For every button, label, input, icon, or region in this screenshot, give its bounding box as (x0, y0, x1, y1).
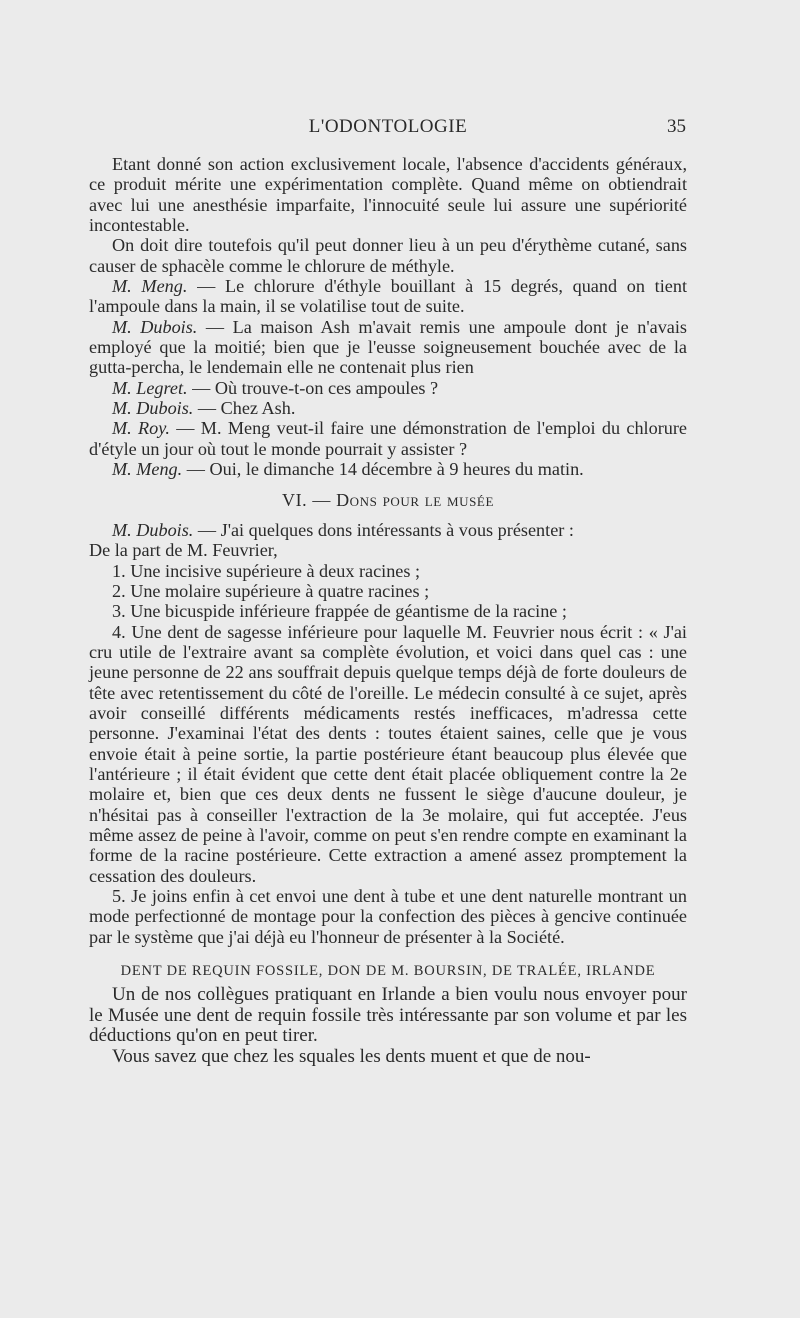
list-item: 2. Une molaire supérieure à quatre racines ; (112, 580, 430, 601)
dialogue-legret (89, 378, 687, 398)
list-item: 1. Une incisive supérieure à deux racines ; (112, 560, 421, 581)
page-number: 35 (667, 116, 686, 137)
speech-text: — M. Meng veut-il faire une démonstration de l'emploi du chlorure d'étyle un jour où tout le monde pourrait y assister ? (89, 418, 687, 459)
speaker-name: M. Meng. (112, 276, 188, 297)
requin-section (89, 985, 687, 1067)
donor-intro: De la part de M. Feuvrier, (89, 540, 278, 561)
dialogue-dubois-1 (89, 317, 687, 378)
paragraph-requin: Un de nos collègues pratiquant en Irlande a bien voulu nous envoyer pour le Musée une dent de requin fossile très intéressante par son volume et par les déductions qu'on en peut tirer. (89, 984, 687, 1047)
speaker-name: M. Meng. (112, 459, 183, 480)
body-text (89, 154, 687, 1067)
speech-text: — Chez Ash. (193, 398, 296, 419)
speech-text: — Oui, le dimanche 14 décembre à 9 heures du matin. (182, 459, 584, 480)
section-heading (89, 490, 687, 510)
dialogue-dubois-3 (89, 520, 687, 540)
subheading: DENT DE REQUIN FOSSILE, DON DE M. BOURSIN, DE TRALÉE, IRLANDE (120, 963, 656, 980)
paragraph-erythema: On doit dire toutefois qu'il peut donner lieu à un peu d'érythème cutané, sans causer de sphacèle comme le chlorure de méthyle. (89, 235, 687, 276)
speaker-name: M. Legret. (112, 377, 188, 398)
speaker-name: M. Dubois. (112, 316, 198, 337)
dialogue-meng-1 (89, 276, 687, 317)
speech-text: — La maison Ash m'avait remis une ampoule dont je n'avais employé que la moitié; bien que je l'eusse soigneusement bouchée avec de la gutta-percha, le lendemain elle ne contenait plus rien (89, 316, 687, 378)
speaker-name: M. Dubois. (112, 519, 194, 540)
list-item: 4. Une dent de sagesse inférieure pour laquelle M. Feuvrier nous écrit : « J'ai cru utile de l'extraire avant sa complète évolution, et voici dans quel cas : une jeune personne de 22 ans souffrait depuis quelque temps déjà de forte douleurs de tête avec retentissement du côté de l'oreille. Le médecin consulté à ce sujet, après avoir conseillé différents médicaments restés inefficaces, m'adressa cette personne. J'examinai l'état des dents : toutes étaient saines, celle que je vous envoie était à peine sortie, la partie postérieure étant beaucoup plus élevée que l'antérieure ; il était évident que cette dent était placée obliquement contre la 2e molaire et, bien que ces deux dents ne fussent le siège d'aucune douleur, je n'hésitai pas à conseiller l'extraction de la 3e molaire, qui fut acceptée. J'eus même assez de peine à l'avoir, comme on peut s'en rendre compte en examinant la forme de la racine postérieure. Cette extraction a amené assez promptement la cessation des douleurs. (89, 621, 687, 886)
paragraph-squales: Vous savez que chez les squales les dents muent et que de nou- (112, 1045, 591, 1067)
section-title: Dons pour le musée (336, 489, 495, 510)
paragraph-anesthesia: Etant donné son action exclusivement locale, l'absence d'accidents généraux, ce produit mérite une expérimentation complète. Quand même on obtiendrait avec lui une anesthésie imparfaite, l'innocuité seule lui assure une supériorité incontestable. (89, 154, 687, 236)
list-item: 5. Je joins enfin à cet envoi une dent à tube et une dent naturelle montrant un mode perfectionné de montage pour la confection des pièces à gencive continuée par le système que j'ai déjà eu l'honneur de présenter à la Société. (89, 886, 687, 947)
section-number: VI. — (281, 489, 337, 510)
speaker-name: M. Roy. (112, 418, 170, 439)
speech-text: — Le chlorure d'éthyle bouillant à 15 degrés, quand on tient l'ampoule dans la main, il se volatilise tout de suite. (89, 276, 688, 317)
speech-text: — Où trouve-t-on ces ampoules ? (187, 377, 439, 398)
running-head (90, 116, 686, 140)
list-item: 3. Une bicuspide inférieure frappée de géantisme de la racine ; (112, 601, 567, 622)
dialogue-dubois-2 (89, 398, 687, 418)
speaker-name: M. Dubois. (112, 398, 194, 419)
journal-title: L'ODONTOLOGIE (308, 116, 468, 137)
dialogue-roy (89, 418, 687, 459)
dialogue-meng-2 (89, 459, 687, 479)
speech-text: — J'ai quelques dons intéressants à vous présenter : (193, 519, 574, 540)
